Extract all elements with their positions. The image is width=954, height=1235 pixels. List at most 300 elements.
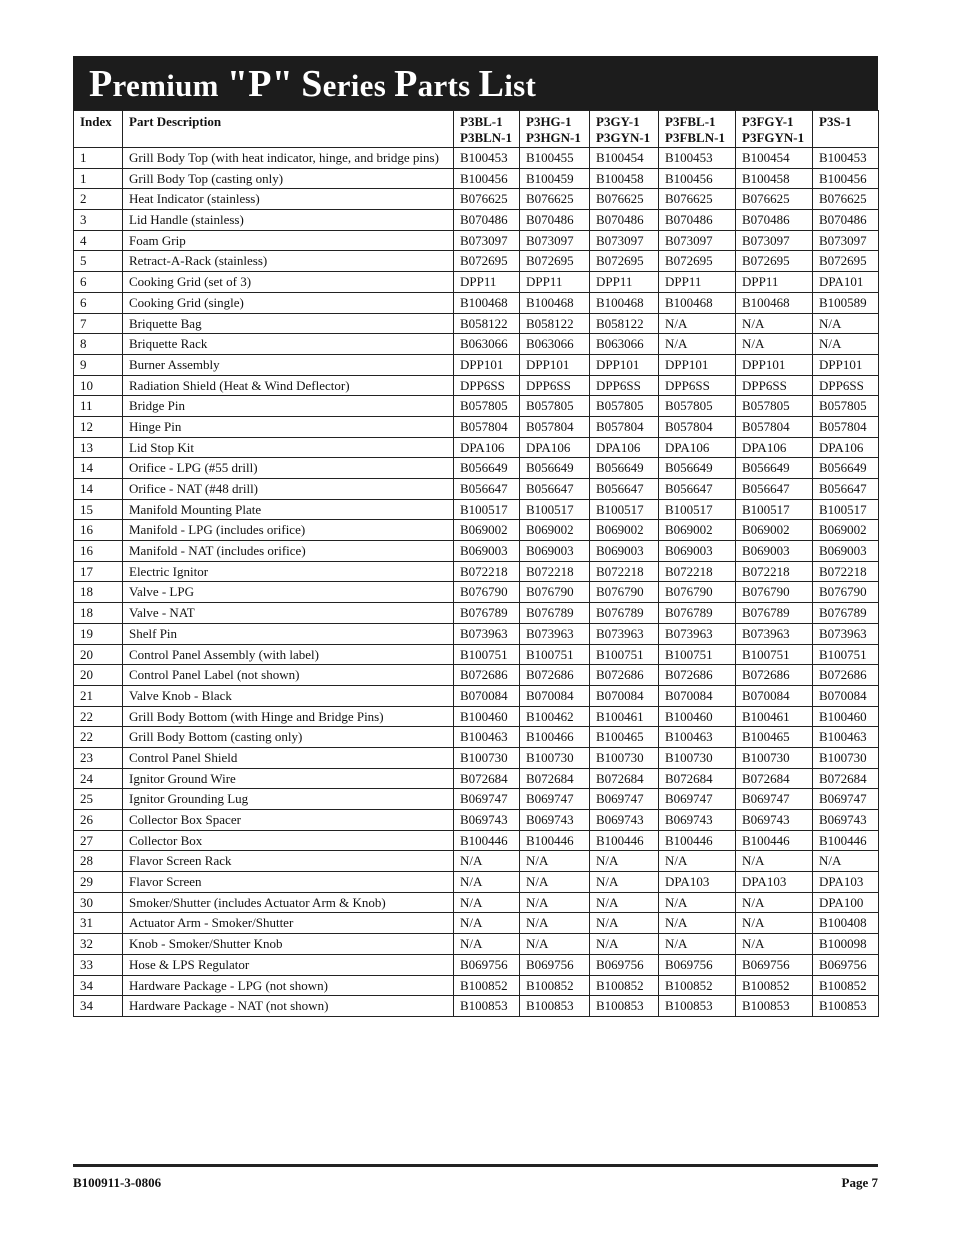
table-row bbox=[74, 396, 879, 417]
table-cell: 13 bbox=[74, 437, 123, 458]
table-cell: DPA106 bbox=[454, 437, 520, 458]
table-row bbox=[74, 603, 879, 624]
table-cell: B056649 bbox=[520, 458, 590, 479]
table-row bbox=[74, 851, 879, 872]
table-cell: Valve Knob - Black bbox=[123, 685, 454, 706]
table-cell: B069003 bbox=[454, 541, 520, 562]
table-cell: N/A bbox=[736, 913, 813, 934]
table-cell: B073963 bbox=[659, 623, 736, 644]
table-cell: B100466 bbox=[520, 727, 590, 748]
table-row bbox=[74, 892, 879, 913]
parts-table bbox=[73, 110, 879, 1017]
table-cell: B056649 bbox=[590, 458, 659, 479]
table-cell: B076789 bbox=[736, 603, 813, 624]
column-header bbox=[123, 111, 454, 148]
table-cell: B100454 bbox=[736, 148, 813, 169]
table-cell: Hardware Package - NAT (not shown) bbox=[123, 996, 454, 1017]
table-cell: DPA103 bbox=[659, 872, 736, 893]
table-cell: N/A bbox=[590, 892, 659, 913]
table-cell: DPP6SS bbox=[520, 375, 590, 396]
table-cell: N/A bbox=[520, 892, 590, 913]
table-cell: B100462 bbox=[520, 706, 590, 727]
table-cell: B056649 bbox=[454, 458, 520, 479]
table-cell: B069756 bbox=[736, 954, 813, 975]
table-cell: 21 bbox=[74, 685, 123, 706]
table-cell: 1 bbox=[74, 168, 123, 189]
table-cell: N/A bbox=[454, 872, 520, 893]
table-cell: B072218 bbox=[590, 561, 659, 582]
table-cell: 23 bbox=[74, 747, 123, 768]
table-cell: B100460 bbox=[454, 706, 520, 727]
table-cell: B073097 bbox=[736, 230, 813, 251]
table-cell: B070486 bbox=[520, 210, 590, 231]
table-cell: B072684 bbox=[736, 768, 813, 789]
table-row bbox=[74, 416, 879, 437]
table-cell: 12 bbox=[74, 416, 123, 437]
table-cell: B069743 bbox=[590, 810, 659, 831]
title-banner bbox=[73, 56, 878, 110]
title-text: ist bbox=[504, 68, 537, 103]
table-cell: B076789 bbox=[520, 603, 590, 624]
table-cell: B076790 bbox=[590, 582, 659, 603]
table-row bbox=[74, 561, 879, 582]
table-cell: B100730 bbox=[520, 747, 590, 768]
table-cell: B100453 bbox=[813, 148, 879, 169]
table-cell: B100446 bbox=[590, 830, 659, 851]
column-header-line: P3FGYN-1 bbox=[742, 130, 805, 145]
table-cell: Orifice - LPG (#55 drill) bbox=[123, 458, 454, 479]
table-cell: B058122 bbox=[590, 313, 659, 334]
table-cell: B069002 bbox=[590, 520, 659, 541]
table-cell: B069002 bbox=[659, 520, 736, 541]
table-cell: DPP6SS bbox=[659, 375, 736, 396]
table-cell: Ignitor Grounding Lug bbox=[123, 789, 454, 810]
table-cell: B072686 bbox=[659, 665, 736, 686]
table-cell: 16 bbox=[74, 541, 123, 562]
table-cell: B057805 bbox=[736, 396, 813, 417]
table-cell: N/A bbox=[520, 851, 590, 872]
table-cell: B069756 bbox=[520, 954, 590, 975]
table-cell: 4 bbox=[74, 230, 123, 251]
table-cell: B069003 bbox=[813, 541, 879, 562]
table-cell: B063066 bbox=[454, 334, 520, 355]
table-cell: B100456 bbox=[813, 168, 879, 189]
table-cell: DPP11 bbox=[454, 272, 520, 293]
table-cell: Shelf Pin bbox=[123, 623, 454, 644]
table-cell: B069747 bbox=[813, 789, 879, 810]
table-cell: B070084 bbox=[813, 685, 879, 706]
table-cell: DPP101 bbox=[736, 354, 813, 375]
table-cell: B100468 bbox=[520, 292, 590, 313]
table-cell: 25 bbox=[74, 789, 123, 810]
table-cell: B100730 bbox=[813, 747, 879, 768]
table-row bbox=[74, 354, 879, 375]
table-cell: DPP11 bbox=[520, 272, 590, 293]
table-cell: DPA101 bbox=[813, 272, 879, 293]
table-cell: B100751 bbox=[736, 644, 813, 665]
title-cap: L bbox=[478, 63, 505, 105]
table-cell: B100853 bbox=[454, 996, 520, 1017]
table-cell: B073097 bbox=[454, 230, 520, 251]
table-cell: N/A bbox=[454, 851, 520, 872]
title-text: eries bbox=[322, 68, 395, 103]
table-cell: B100453 bbox=[659, 148, 736, 169]
table-cell: Flavor Screen Rack bbox=[123, 851, 454, 872]
table-cell: B069747 bbox=[736, 789, 813, 810]
table-cell: B100456 bbox=[659, 168, 736, 189]
table-row bbox=[74, 210, 879, 231]
column-header bbox=[74, 111, 123, 148]
table-cell: 11 bbox=[74, 396, 123, 417]
table-cell: B056647 bbox=[813, 479, 879, 500]
table-cell: B100446 bbox=[454, 830, 520, 851]
table-cell: B069002 bbox=[813, 520, 879, 541]
table-cell: Knob - Smoker/Shutter Knob bbox=[123, 934, 454, 955]
table-cell: B072686 bbox=[454, 665, 520, 686]
table-cell: N/A bbox=[590, 934, 659, 955]
table-cell: B057804 bbox=[590, 416, 659, 437]
table-cell: B100751 bbox=[813, 644, 879, 665]
table-cell: B069003 bbox=[659, 541, 736, 562]
table-cell: Orifice - NAT (#48 drill) bbox=[123, 479, 454, 500]
table-cell: B100461 bbox=[736, 706, 813, 727]
table-cell: B072686 bbox=[736, 665, 813, 686]
table-cell: B100853 bbox=[813, 996, 879, 1017]
table-cell: B070486 bbox=[736, 210, 813, 231]
table-cell: B069747 bbox=[590, 789, 659, 810]
table-cell: B100517 bbox=[520, 499, 590, 520]
table-cell: B100517 bbox=[454, 499, 520, 520]
table-cell: Valve - NAT bbox=[123, 603, 454, 624]
table-cell: Lid Stop Kit bbox=[123, 437, 454, 458]
table-cell: B073963 bbox=[736, 623, 813, 644]
table-cell: B076790 bbox=[736, 582, 813, 603]
title-text bbox=[293, 68, 301, 103]
table-cell: Grill Body Bottom (with Hinge and Bridge Pins) bbox=[123, 706, 454, 727]
table-cell: B056649 bbox=[813, 458, 879, 479]
table-cell: N/A bbox=[736, 334, 813, 355]
table-cell: Burner Assembly bbox=[123, 354, 454, 375]
table-cell: Electric Ignitor bbox=[123, 561, 454, 582]
table-cell: B069743 bbox=[520, 810, 590, 831]
table-cell: B056649 bbox=[659, 458, 736, 479]
table-cell: B056647 bbox=[454, 479, 520, 500]
table-cell: B076625 bbox=[813, 189, 879, 210]
table-cell: 29 bbox=[74, 872, 123, 893]
table-cell: B100460 bbox=[813, 706, 879, 727]
table-cell: B076625 bbox=[520, 189, 590, 210]
table-cell: Foam Grip bbox=[123, 230, 454, 251]
table-cell: 14 bbox=[74, 479, 123, 500]
table-cell: 32 bbox=[74, 934, 123, 955]
table-cell: N/A bbox=[520, 934, 590, 955]
table-cell: B069756 bbox=[454, 954, 520, 975]
table-cell: DPP11 bbox=[736, 272, 813, 293]
table-row bbox=[74, 313, 879, 334]
table-cell: B100446 bbox=[520, 830, 590, 851]
title-text: remium bbox=[112, 68, 227, 103]
table-cell: B069743 bbox=[454, 810, 520, 831]
table-cell: N/A bbox=[590, 872, 659, 893]
table-cell: B100853 bbox=[659, 996, 736, 1017]
table-row bbox=[74, 230, 879, 251]
column-header-line: P3GY-1 bbox=[596, 114, 640, 129]
table-cell: DPP101 bbox=[520, 354, 590, 375]
table-cell: B100517 bbox=[813, 499, 879, 520]
table-cell: B073097 bbox=[813, 230, 879, 251]
table-cell: DPP6SS bbox=[736, 375, 813, 396]
table-cell: B100461 bbox=[590, 706, 659, 727]
column-header-line: Part Description bbox=[129, 114, 222, 129]
table-cell: B100730 bbox=[454, 747, 520, 768]
table-row bbox=[74, 582, 879, 603]
table-cell: B076790 bbox=[659, 582, 736, 603]
table-cell: Briquette Bag bbox=[123, 313, 454, 334]
table-cell: B100751 bbox=[659, 644, 736, 665]
table-cell: N/A bbox=[454, 892, 520, 913]
table-row bbox=[74, 623, 879, 644]
table-cell: Control Panel Shield bbox=[123, 747, 454, 768]
table-row bbox=[74, 685, 879, 706]
table-cell: B057804 bbox=[813, 416, 879, 437]
table-cell: B100730 bbox=[590, 747, 659, 768]
title-cap: P bbox=[394, 63, 418, 105]
table-cell: Hinge Pin bbox=[123, 416, 454, 437]
table-cell: B100455 bbox=[520, 148, 590, 169]
table-cell: DPP101 bbox=[659, 354, 736, 375]
table-cell: DPP6SS bbox=[454, 375, 520, 396]
table-cell: B076789 bbox=[590, 603, 659, 624]
table-cell: B069002 bbox=[520, 520, 590, 541]
table-cell: B100589 bbox=[813, 292, 879, 313]
table-row bbox=[74, 830, 879, 851]
table-cell: Grill Body Top (with heat indicator, hinge, and bridge pins) bbox=[123, 148, 454, 169]
column-header-line: P3HGN-1 bbox=[526, 130, 581, 145]
table-cell: B100852 bbox=[736, 975, 813, 996]
table-cell: 33 bbox=[74, 954, 123, 975]
table-cell: B069743 bbox=[813, 810, 879, 831]
table-cell: N/A bbox=[520, 872, 590, 893]
table-cell: B072684 bbox=[659, 768, 736, 789]
table-row bbox=[74, 272, 879, 293]
table-cell: B076625 bbox=[659, 189, 736, 210]
table-cell: B073097 bbox=[659, 230, 736, 251]
table-cell: B100458 bbox=[736, 168, 813, 189]
table-cell: N/A bbox=[659, 913, 736, 934]
table-cell: B073963 bbox=[520, 623, 590, 644]
table-cell: B072218 bbox=[520, 561, 590, 582]
table-cell: N/A bbox=[659, 334, 736, 355]
column-header-line: P3HG-1 bbox=[526, 114, 572, 129]
table-cell: 18 bbox=[74, 582, 123, 603]
table-cell: B063066 bbox=[520, 334, 590, 355]
table-cell: B072218 bbox=[813, 561, 879, 582]
table-cell: B076789 bbox=[813, 603, 879, 624]
table-row bbox=[74, 251, 879, 272]
table-cell: B056647 bbox=[659, 479, 736, 500]
table-cell: B072684 bbox=[454, 768, 520, 789]
table-cell: B076625 bbox=[454, 189, 520, 210]
table-cell: B100463 bbox=[659, 727, 736, 748]
table-cell: B100465 bbox=[736, 727, 813, 748]
column-header bbox=[520, 111, 590, 148]
table-cell: B057804 bbox=[736, 416, 813, 437]
column-header-line: P3FBLN-1 bbox=[665, 130, 725, 145]
table-cell: B070486 bbox=[659, 210, 736, 231]
table-cell: 20 bbox=[74, 644, 123, 665]
table-cell: N/A bbox=[659, 851, 736, 872]
table-cell: B069743 bbox=[659, 810, 736, 831]
table-cell: B100853 bbox=[520, 996, 590, 1017]
table-cell: B073963 bbox=[813, 623, 879, 644]
table-cell: N/A bbox=[520, 913, 590, 934]
table-cell: B100446 bbox=[813, 830, 879, 851]
table-cell: B100853 bbox=[590, 996, 659, 1017]
table-cell: 34 bbox=[74, 975, 123, 996]
table-cell: B069756 bbox=[590, 954, 659, 975]
column-header bbox=[813, 111, 879, 148]
table-cell: B070084 bbox=[590, 685, 659, 706]
table-cell: Smoker/Shutter (includes Actuator Arm & Knob) bbox=[123, 892, 454, 913]
table-cell: B100459 bbox=[520, 168, 590, 189]
table-cell: Control Panel Label (not shown) bbox=[123, 665, 454, 686]
table-row bbox=[74, 872, 879, 893]
table-cell: B058122 bbox=[454, 313, 520, 334]
table-row bbox=[74, 789, 879, 810]
table-cell: 24 bbox=[74, 768, 123, 789]
table-cell: B072218 bbox=[736, 561, 813, 582]
title-text: arts bbox=[417, 68, 479, 103]
table-cell: B100852 bbox=[813, 975, 879, 996]
table-cell: 15 bbox=[74, 499, 123, 520]
table-cell: N/A bbox=[736, 851, 813, 872]
table-cell: 30 bbox=[74, 892, 123, 913]
table-cell: 1 bbox=[74, 148, 123, 169]
table-cell: B072686 bbox=[590, 665, 659, 686]
table-cell: 19 bbox=[74, 623, 123, 644]
table-cell: 7 bbox=[74, 313, 123, 334]
table-cell: N/A bbox=[659, 892, 736, 913]
table-cell: B057804 bbox=[454, 416, 520, 437]
table-cell: DPA106 bbox=[736, 437, 813, 458]
footer-divider bbox=[73, 1164, 878, 1167]
table-cell: B100460 bbox=[659, 706, 736, 727]
table-cell: B100408 bbox=[813, 913, 879, 934]
table-cell: 5 bbox=[74, 251, 123, 272]
table-cell: N/A bbox=[813, 334, 879, 355]
table-cell: B076789 bbox=[659, 603, 736, 624]
table-cell: B076625 bbox=[590, 189, 659, 210]
table-cell: 31 bbox=[74, 913, 123, 934]
table-cell: 18 bbox=[74, 603, 123, 624]
table-cell: B056647 bbox=[520, 479, 590, 500]
table-cell: DPP6SS bbox=[590, 375, 659, 396]
table-cell: N/A bbox=[659, 934, 736, 955]
table-row bbox=[74, 706, 879, 727]
table-cell: B069747 bbox=[659, 789, 736, 810]
table-cell: Retract-A-Rack (stainless) bbox=[123, 251, 454, 272]
column-header bbox=[454, 111, 520, 148]
table-row bbox=[74, 541, 879, 562]
table-cell: 6 bbox=[74, 292, 123, 313]
table-cell: B069002 bbox=[454, 520, 520, 541]
table-cell: DPA106 bbox=[590, 437, 659, 458]
table-row bbox=[74, 954, 879, 975]
table-cell: B057805 bbox=[454, 396, 520, 417]
table-cell: B076789 bbox=[454, 603, 520, 624]
table-cell: Cooking Grid (single) bbox=[123, 292, 454, 313]
table-row bbox=[74, 437, 879, 458]
table-cell: B072695 bbox=[813, 251, 879, 272]
table-cell: DPP11 bbox=[590, 272, 659, 293]
table-cell: B069743 bbox=[736, 810, 813, 831]
table-cell: 14 bbox=[74, 458, 123, 479]
table-cell: B069756 bbox=[813, 954, 879, 975]
table-cell: B069747 bbox=[520, 789, 590, 810]
table-cell: B076790 bbox=[813, 582, 879, 603]
table-cell: Ignitor Ground Wire bbox=[123, 768, 454, 789]
table-cell: Collector Box Spacer bbox=[123, 810, 454, 831]
column-header-line: P3GYN-1 bbox=[596, 130, 651, 145]
table-cell: B070486 bbox=[590, 210, 659, 231]
table-cell: 34 bbox=[74, 996, 123, 1017]
table-cell: B057805 bbox=[590, 396, 659, 417]
table-cell: 22 bbox=[74, 727, 123, 748]
table-cell: B072695 bbox=[590, 251, 659, 272]
table-cell: B057804 bbox=[659, 416, 736, 437]
table-row bbox=[74, 665, 879, 686]
table-cell: 16 bbox=[74, 520, 123, 541]
table-cell: N/A bbox=[590, 913, 659, 934]
table-row bbox=[74, 913, 879, 934]
table-row bbox=[74, 768, 879, 789]
table-cell: B100454 bbox=[590, 148, 659, 169]
column-header-line: P3BLN-1 bbox=[460, 130, 512, 145]
table-cell: B076790 bbox=[454, 582, 520, 603]
table-cell: B100852 bbox=[659, 975, 736, 996]
table-cell: 27 bbox=[74, 830, 123, 851]
title-cap: P bbox=[89, 63, 113, 105]
document-number: B100911-3-0806 bbox=[73, 1175, 162, 1190]
column-header-line: P3FGY-1 bbox=[742, 114, 794, 129]
table-cell: 2 bbox=[74, 189, 123, 210]
table-cell: N/A bbox=[736, 892, 813, 913]
table-cell: B100751 bbox=[520, 644, 590, 665]
table-cell: Grill Body Bottom (casting only) bbox=[123, 727, 454, 748]
table-cell: B070486 bbox=[813, 210, 879, 231]
table-cell: B100517 bbox=[736, 499, 813, 520]
table-header-row bbox=[74, 111, 879, 148]
table-cell: B070084 bbox=[454, 685, 520, 706]
table-cell: B069002 bbox=[736, 520, 813, 541]
table-cell: Flavor Screen bbox=[123, 872, 454, 893]
table-cell: DPA106 bbox=[813, 437, 879, 458]
table-cell: B100852 bbox=[520, 975, 590, 996]
table-cell: B057805 bbox=[520, 396, 590, 417]
table-cell: B100751 bbox=[454, 644, 520, 665]
table-cell: DPA106 bbox=[520, 437, 590, 458]
table-cell: Heat Indicator (stainless) bbox=[123, 189, 454, 210]
table-cell: 8 bbox=[74, 334, 123, 355]
table-cell: B100517 bbox=[590, 499, 659, 520]
table-row bbox=[74, 747, 879, 768]
table-cell: B057805 bbox=[659, 396, 736, 417]
table-cell: B069003 bbox=[590, 541, 659, 562]
table-cell: DPP6SS bbox=[813, 375, 879, 396]
column-header bbox=[590, 111, 659, 148]
table-row bbox=[74, 168, 879, 189]
table-cell: B073097 bbox=[590, 230, 659, 251]
